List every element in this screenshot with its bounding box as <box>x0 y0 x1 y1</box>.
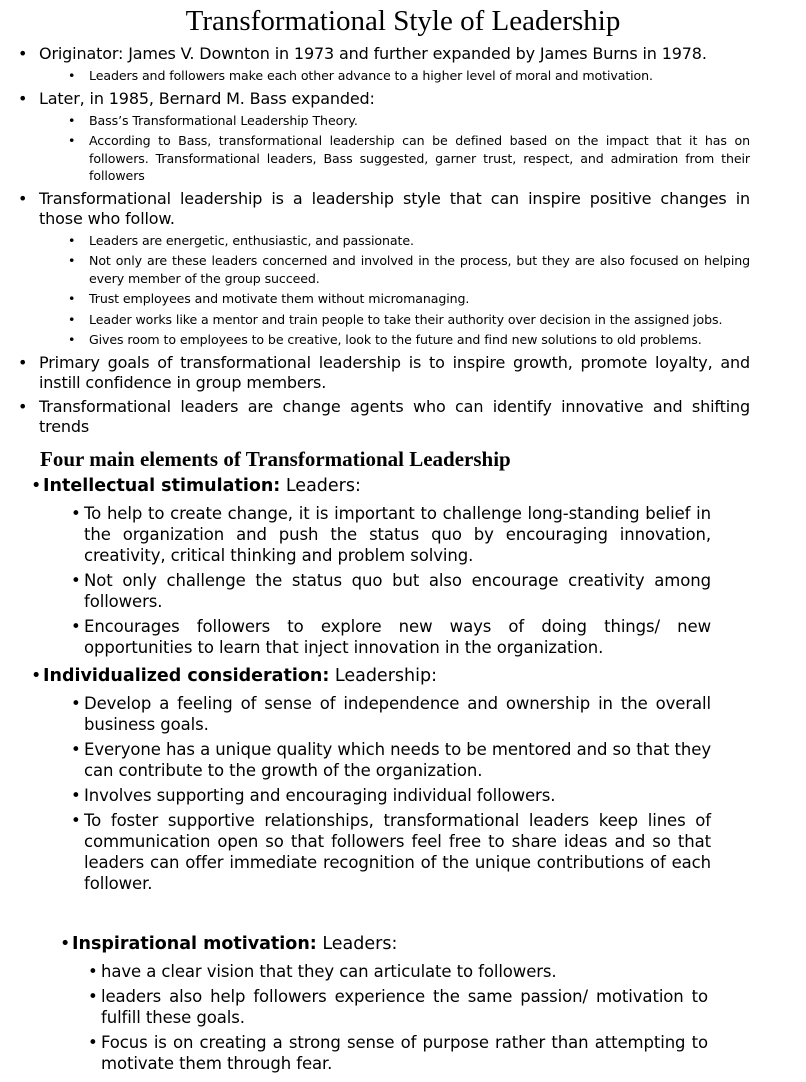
sub-list-item: • Encourages followers to explore new ways of doing things/ new opportunities to learn that inject innovation in the organization. <box>71 616 711 658</box>
list-item: • Transformational leaders are change agents who can identify innovative and shifting trends <box>18 397 750 437</box>
slide-title: Four main elements of Transformational Leadership <box>40 447 511 471</box>
sub-list-item: • Leaders are energetic, enthusiastic, and passionate. <box>68 232 750 250</box>
sub-list-item: • Bass’s Transformational Leadership Theory. <box>68 112 750 130</box>
sub-list-item: • Develop a feeling of sense of independence and ownership in the overall business goals. <box>71 693 711 735</box>
element-heading: Intellectual stimulation: <box>43 476 281 496</box>
sub-list-item: • Leaders and followers make each other advance to a higher level of moral and motivation. <box>68 67 750 85</box>
list-item: • Primary goals of transformational leadership is to inspire growth, promote loyalty, and instill confidence in group members. <box>18 353 750 393</box>
sub-list-item: • Not only are these leaders concerned and involved in the process, but they are also focused on helping every member of the group succeed. <box>68 252 750 287</box>
element-list <box>31 476 711 1082</box>
sub-list-item: • Everyone has a unique quality which needs to be mentored and so that they can contribute to the growth of the organization. <box>71 739 711 781</box>
element-intellectual-stimulation: • Intellectual stimulation: Leaders: • To help to create change, it is important to challenge long-standing belief in the organization and push the status quo by encouraging innovation, creativity, critical thinking and problem solving. • Not only challenge the status quo but also encourage creativity among followers. • Encourages followers to explore new ways of doing things/ new opportunities to learn that inject innovation in the organization. <box>31 476 711 658</box>
sub-list-item: • Not only challenge the status quo but also encourage creativity among followers. <box>71 570 711 612</box>
sub-list-item: • Focus is on creating a strong sense of purpose rather than attempting to motivate them through fear. <box>88 1032 708 1074</box>
bullet-list <box>18 44 750 441</box>
sub-list-item: • leaders also help followers experience the same passion/ motivation to fulfill these goals. <box>88 986 708 1028</box>
sub-list-item: • To help to create change, it is important to challenge long-standing belief in the organization and push the status quo by encouraging innovation, creativity, critical thinking and problem solving. <box>71 503 711 566</box>
list-item: • Originator: James V. Downton in 1973 and further expanded by James Burns in 1978. • Leaders and followers make each other advance to a higher level of moral and motivation. <box>18 44 750 85</box>
sub-list-item: • To foster supportive relationships, transformational leaders keep lines of communication open so that followers feel free to share ideas and so that leaders can offer immediate recognition of the unique contributions of each follower. <box>71 810 711 894</box>
slide-four-elements <box>0 440 768 1073</box>
element-heading: Individualized consideration: <box>43 666 330 686</box>
slide-title: Transformational Style of Leadership <box>185 5 621 37</box>
list-item: • Transformational leadership is a leadership style that can inspire positive changes in those who follow. • Leaders are energetic, enthusiastic, and passionate. • Not only are these leaders concerned and involved in the process, but they are also focused on helping every member of the group succeed. • Trust employees and motivate them without micromanaging. • Leader works like a mentor and train people to take their authority over decision in the assigned jobs. • Gives room to employees to be creative, look to the future and find new solutions to old problems. <box>18 189 750 349</box>
sub-list-item: • Leader works like a mentor and train people to take their authority over decision in the assigned jobs. <box>68 311 750 329</box>
sub-list-item: • Involves supporting and encouraging individual followers. <box>71 785 711 806</box>
element-heading: Inspirational motivation: <box>72 934 317 954</box>
slide-transformational-style <box>0 0 768 436</box>
sub-list-item: • Gives room to employees to be creative, look to the future and find new solutions to old problems. <box>68 331 750 349</box>
sub-list-item: • have a clear vision that they can articulate to followers. <box>88 961 708 982</box>
sub-list-item: • According to Bass, transformational leadership can be defined based on the impact that it has on followers. Transformational leaders, Bass suggested, garner trust, respect, and admiration from their followers <box>68 132 750 185</box>
list-item: • Later, in 1985, Bernard M. Bass expanded: • Bass’s Transformational Leadership Theory. • According to Bass, transformational leadership can be defined based on the impact that it has on followers. Transformational leaders, Bass suggested, garner trust, respect, and admiration from their followers <box>18 89 750 185</box>
element-inspirational-motivation: • Inspirational motivation: Leaders: • have a clear vision that they can articulate to followers. • leaders also help followers experience the same passion/ motivation to fulfill these goals. • Focus is on creating a strong sense of purpose rather than attempting to motivate them through fear. <box>60 934 708 1074</box>
sub-list-item: • Trust employees and motivate them without micromanaging. <box>68 290 750 308</box>
element-individualized-consideration: • Individualized consideration: Leadership: • Develop a feeling of sense of independence and ownership in the overall business goals. • Everyone has a unique quality which needs to be mentored and so that they can contribute to the growth of the organization. • Involves supporting and encouraging individual followers. • To foster supportive relationships, transformational leaders keep lines of communication open so that followers feel free to share ideas and so that leaders can offer immediate recognition of the unique contributions of each follower. <box>31 666 711 894</box>
